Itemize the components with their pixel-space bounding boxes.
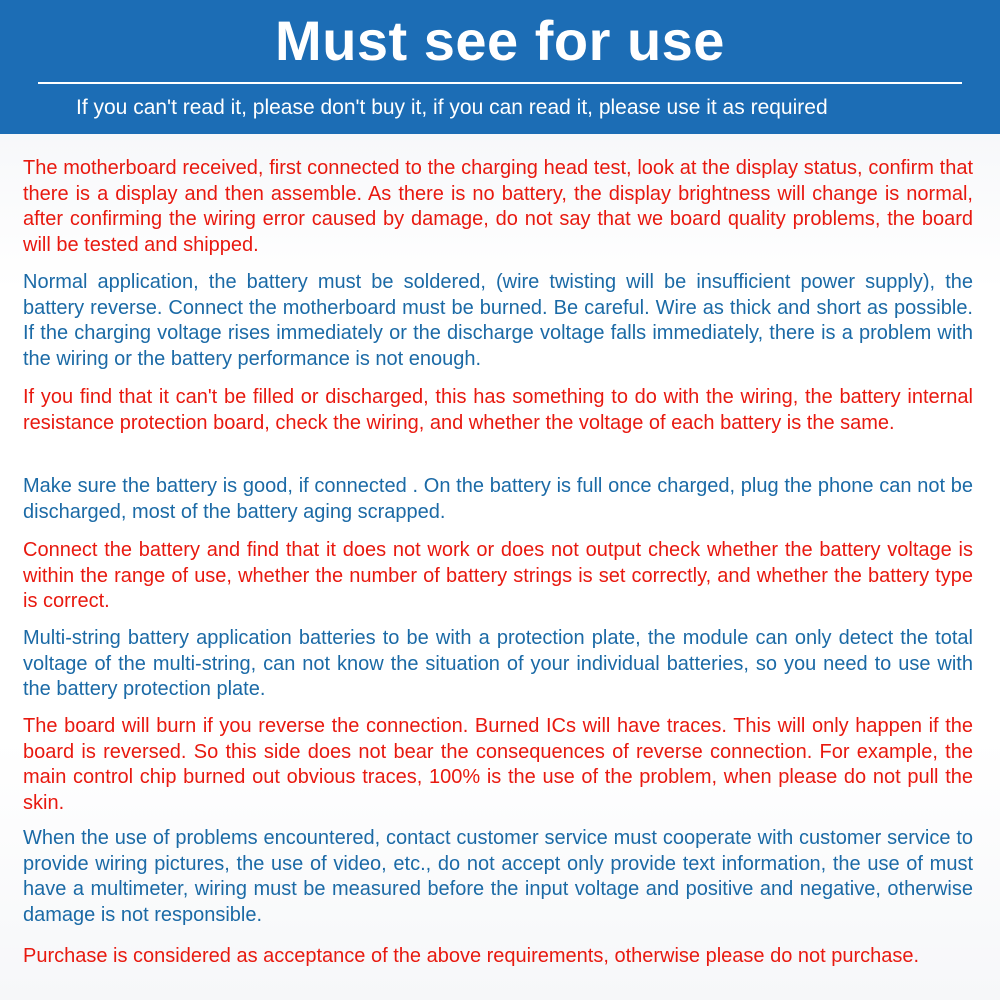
instruction-paragraph-9: Purchase is considered as acceptance of the above requirements, otherwise please do not purchase. <box>23 945 920 967</box>
header-banner <box>0 0 1000 134</box>
instruction-paragraph-6: Multi-string battery application batteries to be with a protection plate, the module can only detect the total voltage of the multi-string, can not know the situation of your individual batteries, so you need to use with the battery protection plate. <box>23 627 973 701</box>
instruction-paragraph-4: Make sure the battery is good, if connected . On the battery is full once charged, plug the phone can not be discharged, most of the battery aging scrapped. <box>23 475 973 523</box>
page-title: Must see for use <box>275 9 725 72</box>
instruction-paragraph-1: The motherboard received, first connected to the charging head test, look at the display status, confirm that there is a display and then assemble. As there is no battery, the display brightness will change is normal, after confirming the wiring error caused by damage, do not say that we board quality problems, the board will be tested and shipped. <box>23 157 973 256</box>
title-divider <box>38 82 962 84</box>
instruction-paragraph-8: When the use of problems encountered, contact customer service must cooperate with customer service to provide wiring pictures, the use of video, etc., do not accept only provide text information, the use of must have a multimeter, wiring must be measured before the input voltage and positive and negative, otherwise damage is not responsible. <box>23 827 973 926</box>
page-subtitle: If you can't read it, please don't buy it, if you can read it, please use it as required <box>76 96 828 119</box>
instructions-body <box>0 134 1000 1000</box>
instruction-paragraph-5: Connect the battery and find that it does not work or does not output check whether the battery voltage is within the range of use, whether the number of battery strings is set correctly, and whether the battery type is correct. <box>23 539 973 613</box>
instruction-paragraph-3: If you find that it can't be filled or discharged, this has something to do with the wiring, the battery internal resistance protection board, check the wiring, and whether the voltage of each battery is the same. <box>23 386 973 434</box>
instruction-paragraph-7: The board will burn if you reverse the connection. Burned ICs will have traces. This will only happen if the board is reversed. So this side does not bear the consequences of reverse connection. For example, the main control chip burned out obvious traces, 100% is the use of the problem, when please do not pull the skin. <box>23 715 973 814</box>
instruction-paragraph-2: Normal application, the battery must be soldered, (wire twisting will be insufficient power supply), the battery reverse. Connect the motherboard must be burned. Be careful. Wire as thick and short as possible. If the charging voltage rises immediately or the discharge voltage falls immediately, there is a problem with the wiring or the battery performance is not enough. <box>23 271 973 370</box>
